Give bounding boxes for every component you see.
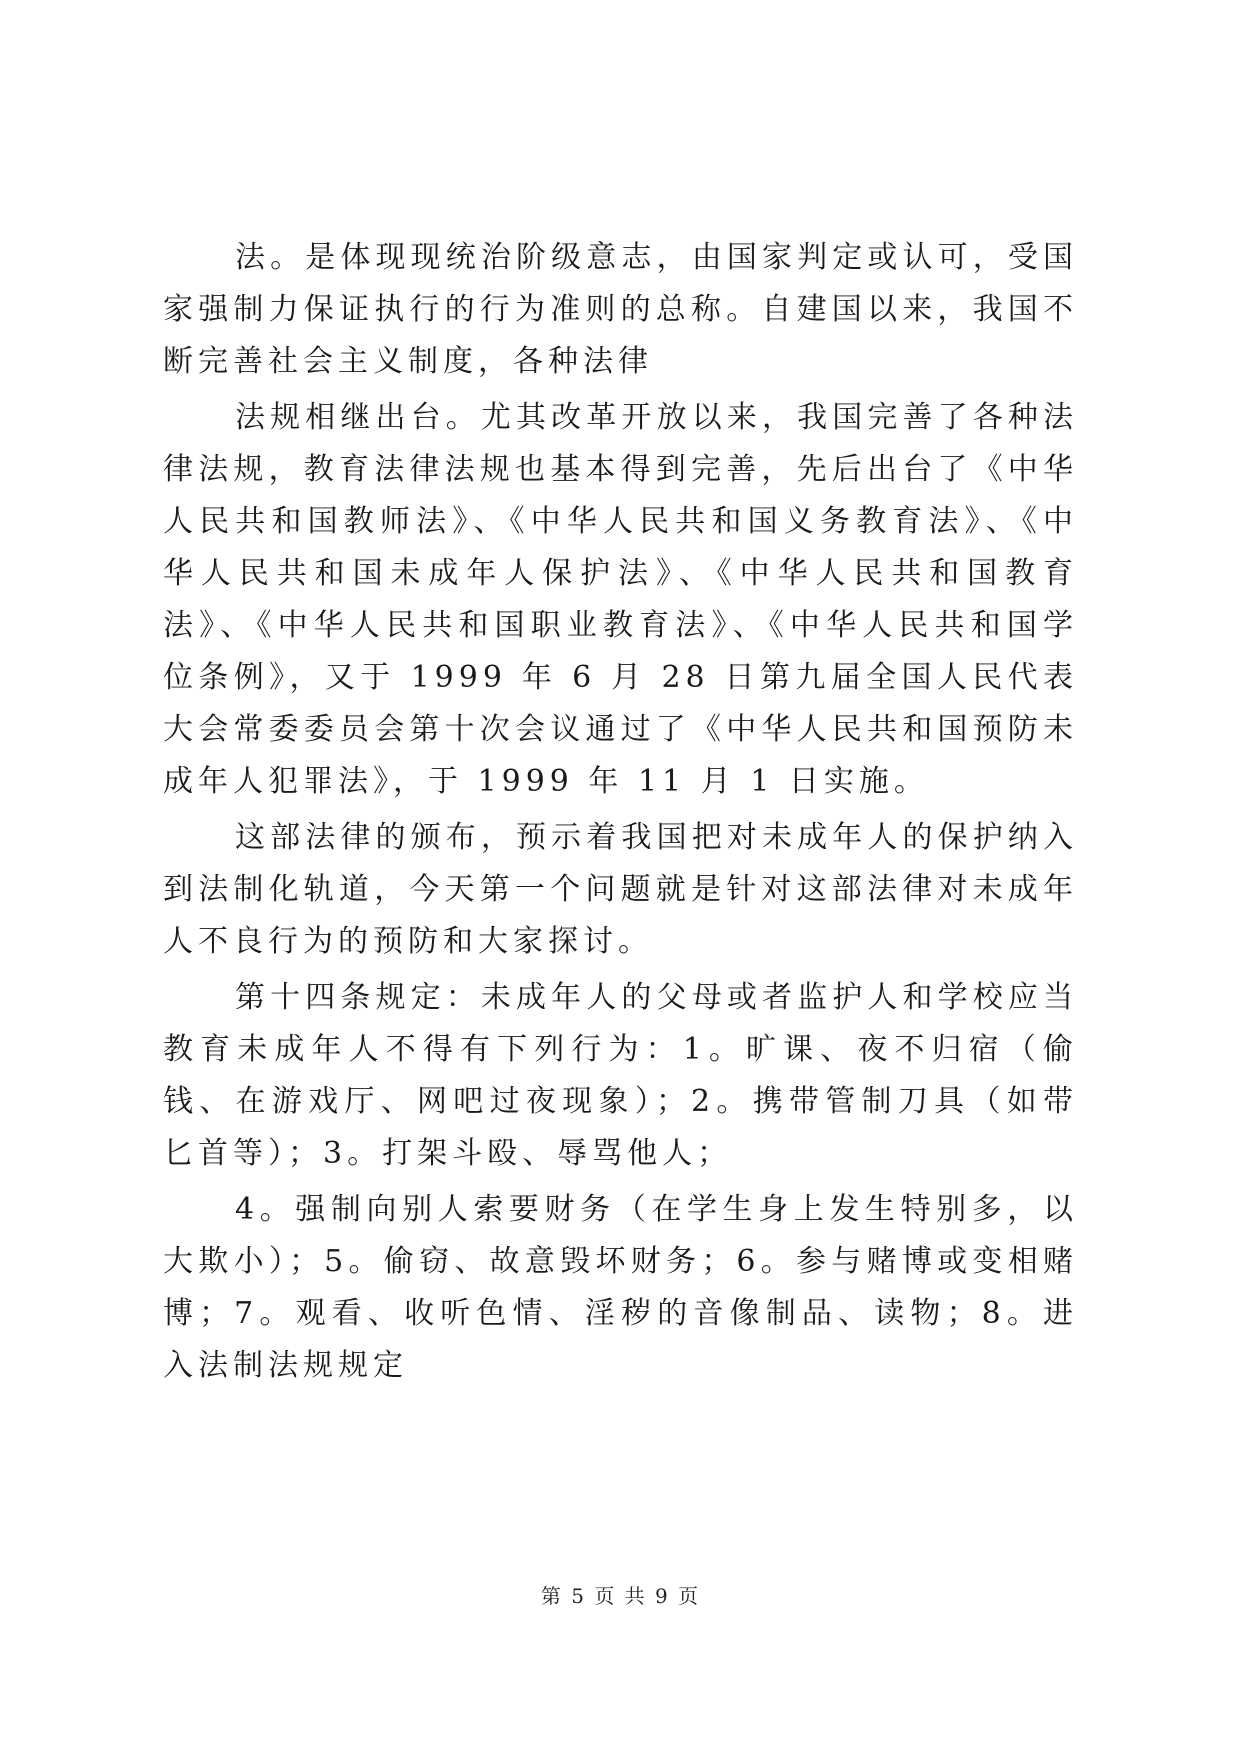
paragraph-5: 4。强制向别人索要财务（在学生身上发生特别多，以大欺小）；5。偷窃、故意毁坏财务；6。参与赌博或变相赌博；7。观看、收听色情、淫秽的音像制品、读物；8。进入法制法规规定 <box>163 1192 1078 1383</box>
paragraph-2: 法规相继出台。尤其改革开放以来，我国完善了各种法律法规，教育法律法规也基本得到完善，先后出台了《中华人民共和国教师法》、《中华人民共和国义务教育法》、《中华人民共和国未成年人保护法》、《中华人民共和国教育法》、《中华人民共和国职业教育法》、《中华人民共和国学位条例》，又于 1999 年 6 月 28 日第九届全国人民代表大会常委委员会第十次会议通过了《中华人民共和国预防未成年人犯罪法》，于 1999 年 11 月 1 日实施。 <box>163 400 1078 799</box>
paragraph-4: 第十四条规定：未成年人的父母或者监护人和学校应当教育未成年人不得有下列行为：1。旷课、夜不归宿（偷钱、在游戏厅、网吧过夜现象）；2。携带管制刀具（如带匕首等）；3。打架斗殴、辱骂他人； <box>163 980 1078 1171</box>
paragraph-3: 这部法律的颁布，预示着我国把对未成年人的保护纳入到法制化轨道，今天第一个问题就是针对这部法律对未成年人不良行为的预防和大家探讨。 <box>163 820 1078 959</box>
page-number-footer: 第 5 页 共 9 页 <box>540 1584 701 1608</box>
paragraph-1: 法。是体现现统治阶级意志，由国家判定或认可，受国家强制力保证执行的行为准则的总称。自建国以来，我国不断完善社会主义制度，各种法律 <box>163 240 1078 379</box>
document-body <box>163 232 1078 1396</box>
